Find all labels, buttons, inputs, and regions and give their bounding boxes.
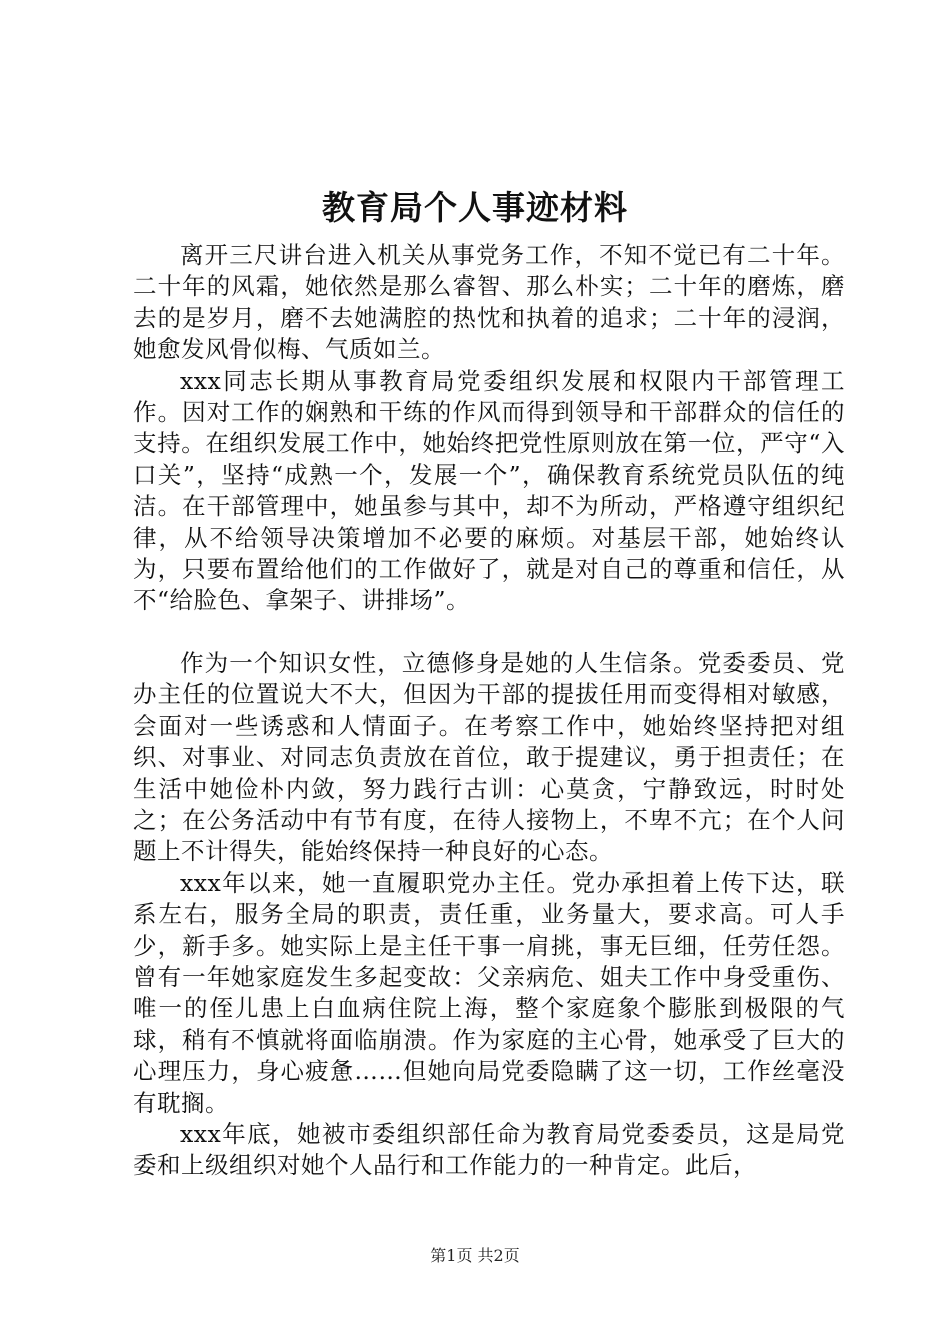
document-body [133, 240, 845, 1182]
paragraph-2: xxx同志长期从事教育局党委组织发展和权限内干部管理工作。因对工作的娴熟和干练的作风而得到领导和干部群众的信任的支持。在组织发展工作中，她始终把党性原则放在第一位，严守“入口关”，坚持“成熟一个，发展一个”，确保教育系统党员队伍的纯洁。在干部管理中，她虽参与其中，却不为所动，严格遵守组织纪律，从不给领导决策增加不必要的麻烦。对基层干部，她始终认为，只要布置给他们的工作做好了，就是对自己的尊重和信任，从不“给脸色、拿架子、讲排场”。 [133, 366, 845, 615]
document-title: 教育局个人事迹材料 [322, 188, 628, 227]
paragraph-5: xxx年底，她被市委组织部任命为教育局党委委员，这是局党委和上级组织对她个人品行和工作能力的一种肯定。此后， [133, 1119, 845, 1180]
paragraph-3: 作为一个知识女性，立德修身是她的人生信条。党委委员、党办主任的位置说大不大，但因为干部的提拔任用而变得相对敏感，会面对一些诱惑和人情面子。在考察工作中，她始终坚持把对组织、对事业、对同志负责放在首位，敢于提建议，勇于担责任；在生活中她俭朴内敛，努力践行古训：心莫贪，宁静致远，时时处之；在公务活动中有节有度，在待人接物上，不卑不亢；在个人问题上不计得失，能始终保持一种良好的心态。 [133, 648, 845, 866]
paragraph-1: 离开三尺讲台进入机关从事党务工作，不知不觉已有二十年。二十年的风霜，她依然是那么睿智、那么朴实；二十年的磨炼，磨去的是岁月，磨不去她满腔的热忱和执着的追求；二十年的浸润，她愈发风骨似梅、气质如兰。 [133, 241, 845, 364]
page-footer: 第1页 共2页 [430, 1246, 520, 1265]
paragraph-4: xxx年以来，她一直履职党办主任。党办承担着上传下达，联系左右，服务全局的职责，责任重，业务量大，要求高。可人手少，新手多。她实际上是主任干事一肩挑，事无巨细，任劳任怨。曾有一年她家庭发生多起变故：父亲病危、姐夫工作中身受重伤、唯一的侄儿患上白血病住院上海，整个家庭象个膨胀到极限的气球，稍有不慎就将面临崩溃。作为家庭的主心骨，她承受了巨大的心理压力，身心疲惫……但她向局党委隐瞒了这一切，工作丝毫没有耽搁。 [133, 868, 845, 1117]
